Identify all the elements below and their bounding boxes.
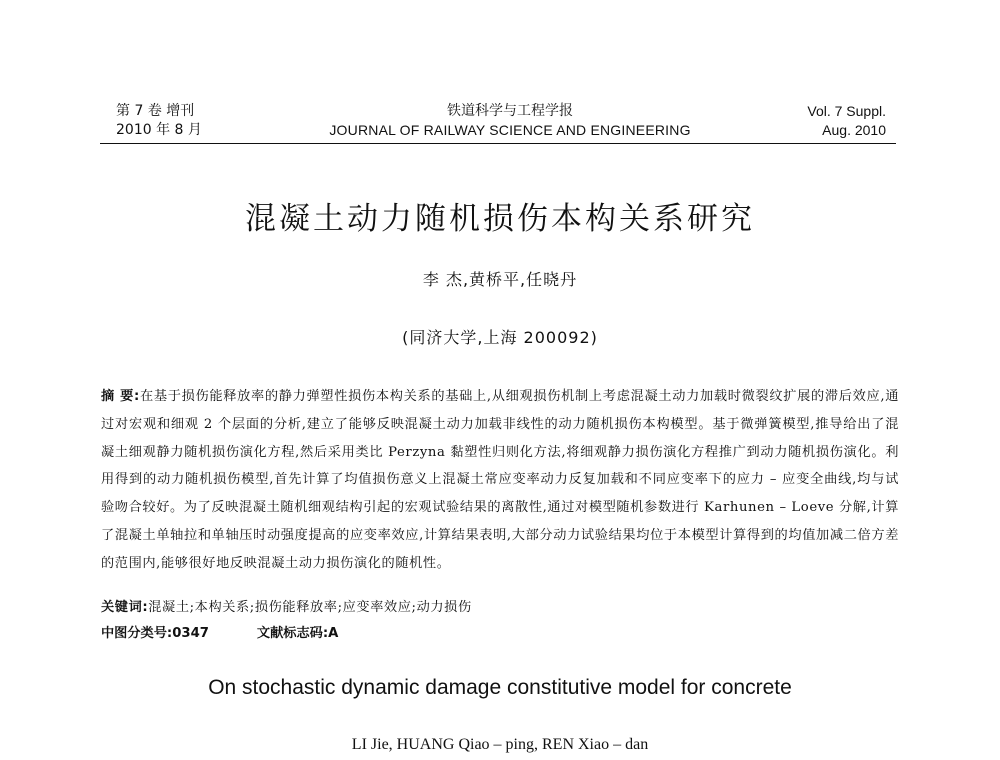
abstract-text: 在基于损伤能释放率的静力弹塑性损伤本构关系的基础上,从细观损伤机制上考虑混凝土动力加载时微裂纹扩展的滞后效应,通过对宏观和细观 2 个层面的分析,建立了能够反映混凝土动力加载非线性的动力随机损伤本构模型。基于微弹簧模型,推导给出了混凝土细观静力随机损伤演化方程,然后采用类比 Perzyna 黏塑性归则化方法,将细观静力损伤演化方程推广到动力随机损伤演化。利用得到的动力随机损伤模型,首先计算了均值损伤意义上混凝土常应变率动力反复加载和不同应变率下的应力 – 应变全曲线,均与试验吻合较好。为了反映混凝土随机细观结构引起的宏观试验结果的离散性,通过对模型随机参数进行 Karhunen – Loeve 分解,计算了混凝土单轴拉和单轴压时动强度提高的应变率效应,计算结果表明,大部分动力试验结果均位于本模型计算得到的均值加减二倍方差的范围内,能够很好地反映混凝土动力损伤演化的随机性。 <box>101 389 900 571</box>
header-rule <box>100 143 896 144</box>
volume-issue-cn: 第 7 卷 增刊 <box>116 103 195 119</box>
keywords-text: 混凝土;本构关系;损伤能释放率;应变率效应;动力损伤 <box>148 600 472 615</box>
header-volume-en <box>807 102 886 140</box>
date-en: Aug. 2010 <box>822 122 886 138</box>
affiliation: (同济大学,上海 200092) <box>402 328 598 347</box>
abstract-label: 摘 要: <box>101 389 140 404</box>
abstract <box>101 383 899 578</box>
date-cn: 2010 年 8 月 <box>116 122 202 138</box>
header-volume-cn <box>116 102 202 140</box>
english-authors: LI Jie, HUANG Qiao – ping, REN Xiao – dan <box>351 736 649 753</box>
author-list: 李 杰,黄桥平,任晓丹 <box>422 270 578 289</box>
classification <box>101 622 899 641</box>
journal-name-cn: 铁道科学与工程学报 <box>447 103 573 119</box>
keywords-label: 关键词: <box>101 600 149 615</box>
paper-title: 混凝土动力随机损伤本构关系研究 <box>245 201 755 237</box>
header-journal <box>300 102 720 140</box>
english-title: On stochastic dynamic damage constitutive model for concrete <box>208 676 792 699</box>
keywords <box>101 596 899 615</box>
clc-number: 中图分类号:0347 <box>101 626 209 641</box>
volume-issue-en: Vol. 7 Suppl. <box>807 103 886 119</box>
journal-name-en: JOURNAL OF RAILWAY SCIENCE AND ENGINEERING <box>329 122 691 138</box>
document-code: 文献标志码:A <box>256 626 339 641</box>
